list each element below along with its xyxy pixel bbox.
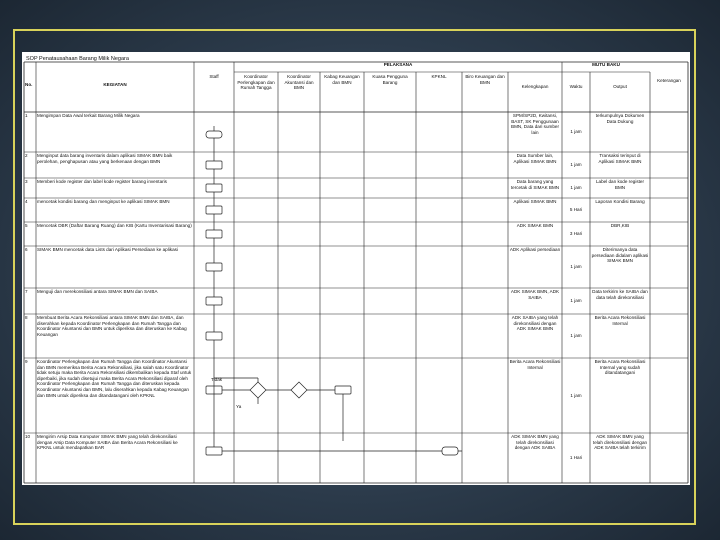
row-1-waktu: 1 jam	[570, 129, 582, 134]
row-10-kegiatan: Mengirim Arsip Data Komputer SIMAK BMN yang telah direkonsiliasi dengan Arsip Data Komputer SAIBA dan Berita Acara Rekonsiliasi ke KPKNL untuk mendapatkan BAR	[37, 434, 178, 451]
flow-terminator-end	[442, 447, 458, 455]
header-actor-3: Kabag Keuangan dan BMN	[324, 74, 360, 85]
header-mutu-baku: MUTU BAKU	[592, 62, 620, 67]
flow-process-5	[206, 230, 222, 238]
label-tidak: Tidak	[211, 377, 223, 382]
flow-decision-perlengkapan	[250, 382, 266, 398]
row-3-kegiatan: Memberi kode register dan label kode register barang inventaris	[37, 179, 167, 184]
header-mutu-2: Output	[613, 84, 627, 89]
header-keterangan: Keterangan	[657, 78, 681, 83]
sop-document	[22, 52, 690, 485]
row-10-waktu: 1 Hari	[569, 455, 583, 460]
row-2-waktu: 1 jam	[570, 162, 582, 167]
flow-process-8	[206, 332, 222, 340]
row-2-no: 2	[25, 153, 28, 158]
header-actor-2: Koordinator Akuntansi dan BMN	[284, 74, 314, 91]
row-2-output: Transaksi terinput di Aplikasi SIMAK BMN	[598, 153, 642, 164]
row-3-waktu: 1 jam	[570, 185, 582, 190]
row-3-no: 3	[25, 179, 28, 184]
flow-process-9-kabag	[335, 386, 351, 394]
row-6-no: 6	[25, 247, 28, 252]
row-7-waktu: 1 jam	[570, 298, 582, 303]
flow-process-3	[206, 184, 222, 192]
row-5-waktu: 3 Hari	[569, 231, 583, 236]
row-1-kegiatan: Mengimpan Data Awal terkait Barang Milik Negara	[37, 113, 140, 118]
row-10-kelengkapan: ADK SIMAK BMN yang telah direkonsiliasi dengan ADK SAIBA	[511, 434, 559, 451]
row-9-waktu: 1 jam	[570, 392, 582, 398]
row-10-output: ADK SIMAK BMN yang telah direkonsiliasi dengan ADK SAIBA telah terkirim	[592, 434, 648, 451]
row-9-no: 9	[25, 359, 28, 364]
header-kegiatan: KEGIATAN	[103, 82, 127, 87]
row-8-waktu: 1 jam	[570, 333, 582, 338]
row-4-no: 4	[25, 199, 28, 204]
row-5-kelengkapan: ADK SIMAK BMN	[516, 223, 554, 228]
header-pelaksana: PELAKSANA	[383, 62, 413, 67]
row-4-waktu: 5 Hari	[569, 207, 583, 212]
header-mutu-0: Kelengkapan	[521, 84, 549, 89]
row-2-kelengkapan: Data Sumber lain, Aplikasi SIMAK BMN	[513, 153, 557, 164]
row-9-kegiatan: Koordinator Perlengkapan dan Rumah Tangga dan Koordinator Akuntansi dan BMN memeriksa Berita Acara Rekonsiliasi, jika salah satu Koordinator tidak setuju maka Berita Acara Rekonsiliasi dikembalikan kepada Staf untuk diperbaiki, jika sudah disetujui maka Berita Acara Rekonsiliasi diparaf oleh Koordinator Perlengkapan dan Rumah Tangga dan diteruskan kepada Koordinator Akuntansi dan BMN, lalu diserahkan kepada Kabag Keuangan dan BMN untuk diperiksa dan ditandatangani oleh KPKNL	[37, 359, 192, 398]
flow-process-4	[206, 206, 222, 214]
header-no: No.	[25, 82, 33, 87]
row-7-no: 7	[25, 289, 28, 294]
row-3-kelengkapan: Data barang yang tercetak di SIMAK BMN	[510, 179, 560, 190]
row-1-output: terkumpulnya Dokumen Data Dukung	[595, 113, 645, 124]
flow-process-10	[206, 447, 222, 455]
row-7-output: Data terkirim ke SAIBA dan data telah direkonsiliasi	[592, 289, 648, 300]
flow-process-6	[206, 263, 222, 271]
flow-process-7	[206, 297, 222, 305]
row-7-kegiatan: Menguji dan merekonsiliasi antara SIMAK BMN dan SAIBA	[37, 289, 158, 294]
row-8-kelengkapan: ADK SAIBA yang telah direkonsiliasi dengan ADK SIMAK BMN	[511, 315, 559, 332]
label-ya: Ya	[236, 404, 242, 409]
row-2-kegiatan: Menginput data barang inventaris dalam aplikasi SIMAK BMN baik perolehan, penghapusan atau yang berkenaan dengan BMN	[37, 153, 173, 164]
row-6-waktu: 1 jam	[570, 264, 582, 269]
row-9-output: Berita Acara Rekonsiliasi Internal yang sudah ditandatangani	[594, 359, 646, 376]
row-5-kegiatan: Mencetak DBR (Daftar Barang Ruang) dan KIB (Kartu Inventarisasi Barang)	[37, 223, 192, 228]
row-1-no: 1	[25, 113, 28, 118]
row-4-kelengkapan: Aplikasi SIMAK BMN	[513, 199, 557, 204]
row-7-kelengkapan: ADK SIMAK BMN, ADK SAIBA	[510, 289, 560, 300]
header-actor-1: Koordinator Perlengkapan dan Rumah Tangga	[237, 74, 275, 91]
row-8-no: 8	[25, 315, 28, 320]
row-4-kegiatan: mencetak kondisi barang dan menginput ke aplikasi SIMAK BMN	[37, 199, 170, 204]
row-1-kelengkapan: SPM/SP2D, Kwitansi, BAST, SK Penggunaan BMN, Data dari sumber lain	[511, 113, 559, 135]
row-10-no: 10	[25, 434, 31, 439]
row-6-output: Diterimanya data persediaan didalam aplikasi SIMAK BMN	[591, 247, 649, 264]
row-5-no: 5	[25, 223, 28, 228]
header-actor-4: Kuasa Pengguna Barang	[372, 74, 408, 85]
row-3-output: Label dan kode register BMN	[595, 179, 644, 190]
row-5-output: DBR,KIB	[610, 223, 630, 228]
header-mutu-1: Waktu	[569, 84, 583, 89]
row-6-kelengkapan: ADK Aplikasi persediaan	[509, 247, 561, 252]
row-8-output: Berita Acara Rekonsiliasi Internal	[594, 315, 646, 326]
document-title: SOP Penatausahaan Barang Milik Negara	[26, 56, 129, 62]
row-4-output: Laporan Kondisi Barang	[595, 199, 645, 204]
header-actor-0: Staff	[209, 74, 219, 79]
flow-process-2	[206, 161, 222, 169]
row-6-kegiatan: SIMAK BMN mencetak data Lists dari Aplikasi Persediaan ke aplikasi	[37, 247, 178, 252]
row-9-kelengkapan: Berita Acara Rekonsiliasi Internal	[509, 359, 561, 370]
flow-terminator-start	[206, 131, 222, 138]
header-actor-5: KPKNL	[431, 74, 447, 79]
row-8-kegiatan: Membuat Berita Acara Rekonsiliasi antara SIMAK BMN dan SAIBA, dan diserahkan kepada Koordinator Perlengkapan dan Rumah Tangga dan Koordinator Akuntansi dan BMN untuk diperiksa dan diteruskan ke Kabag Keuangan	[37, 315, 187, 337]
header-actor-6: Biro Keuangan dan BMN	[465, 74, 505, 85]
flow-decision-akuntansi	[291, 382, 307, 398]
